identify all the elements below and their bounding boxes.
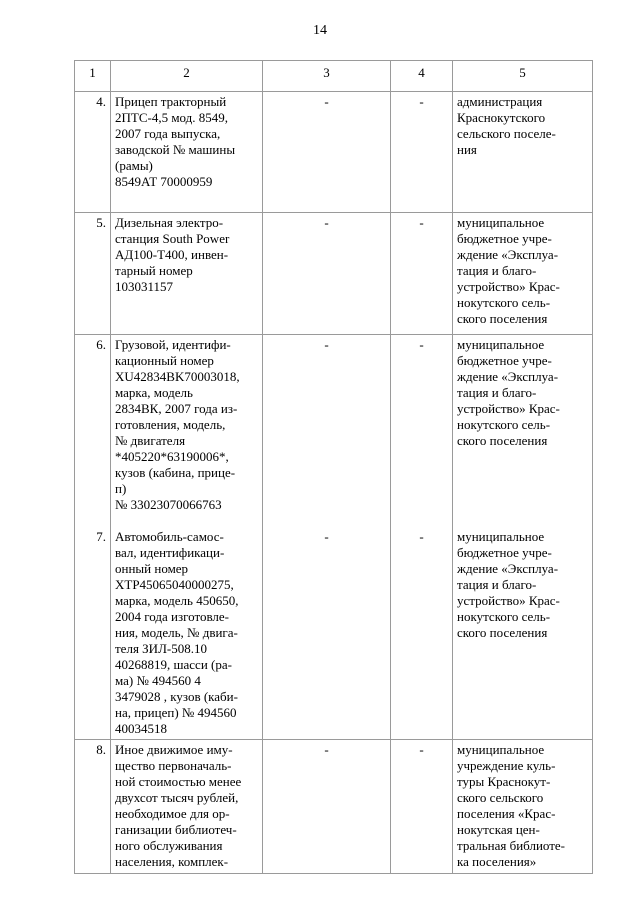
holder-name: администрация Краснокутского сельского поселе- ния [453, 92, 593, 213]
col3-value: - [263, 92, 391, 213]
property-name: Иное движимое иму- щество первоначаль- ной стоимостью менее двухсот тысяч рублей, необходимое для ор- ганизации библиотеч- ного обслуживания населения, комплек- [111, 740, 263, 874]
table-row [75, 213, 593, 335]
header-col-2: 2 [111, 61, 263, 92]
property-name: Дизельная электро- станция South Power АД100-Т400, инвен- тарный номер 103031157 [111, 213, 263, 335]
col3-value: - [263, 740, 391, 874]
row-number: 8. [75, 740, 111, 874]
col4-value: - [391, 213, 453, 335]
row-number: 5. [75, 213, 111, 335]
table-row [75, 515, 593, 740]
property-name: Автомобиль-самос- вал, идентификаци- онный номер XTP45065040000275, марка, модель 450650, 2004 года изготовле- ния, модель, № двига- теля ЗИЛ-508.10 40268819, шасси (ра- ма) № 494560 4 3479028 , кузов (каби- на, прицеп) № 494560 40034518 [111, 515, 263, 740]
header-col-5: 5 [453, 61, 593, 92]
page-number: 14 [313, 23, 327, 38]
header-col-1: 1 [75, 61, 111, 92]
col4-value: - [391, 335, 453, 516]
header-col-3: 3 [263, 61, 391, 92]
header-row [75, 61, 593, 92]
header-col-4: 4 [391, 61, 453, 92]
table-row [75, 92, 593, 213]
row-number: 4. [75, 92, 111, 213]
holder-name: муниципальное бюджетное учре- ждение «Эксплуа- тация и благо- устройство» Крас- нокутского сель- ского поселения [453, 213, 593, 335]
col4-value: - [391, 515, 453, 740]
holder-name: муниципальное учреждение куль- туры Краснокут- ского сельского поселения «Крас- нокутская цен- тральная библиоте- ка поселения» [453, 740, 593, 874]
col4-value: - [391, 92, 453, 213]
property-register-table [74, 60, 593, 874]
col3-value: - [263, 515, 391, 740]
table-row [75, 335, 593, 516]
row-number: 7. [75, 515, 111, 740]
col3-value: - [263, 213, 391, 335]
holder-name: муниципальное бюджетное учре- ждение «Эксплуа- тация и благо- устройство» Крас- нокутского сель- ского поселения [453, 515, 593, 740]
property-name: Прицеп тракторный 2ПТС-4,5 мод. 8549, 2007 года выпуска, заводской № машины (рамы) 8549АТ 70000959 [111, 92, 263, 213]
holder-name: муниципальное бюджетное учре- ждение «Эксплуа- тация и благо- устройство» Крас- нокутского сель- ского поселения [453, 335, 593, 516]
row-number: 6. [75, 335, 111, 516]
col4-value: - [391, 740, 453, 874]
table-row [75, 740, 593, 874]
col3-value: - [263, 335, 391, 516]
property-name: Грузовой, идентифи- кационный номер XU42834BK70003018, марка, модель 2834ВК, 2007 года из- готовления, модель, № двигателя *405220*63190006*, кузов (кабина, прице- п) № 33023070066763 [111, 335, 263, 516]
